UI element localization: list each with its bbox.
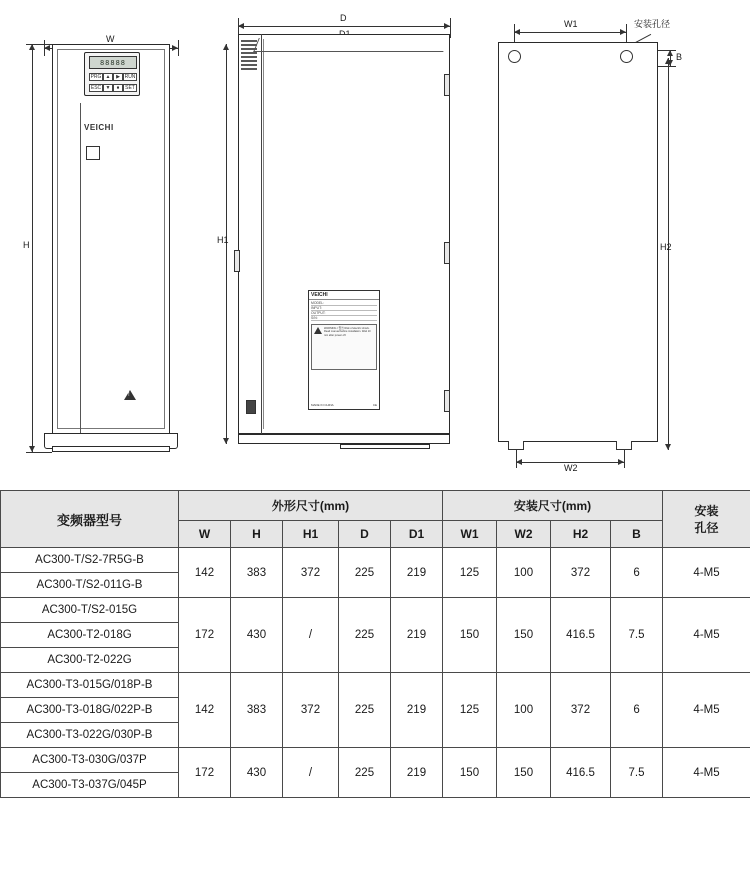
cell-w1: 125 [443,548,497,598]
nameplate-rows [309,300,379,322]
keypad-key-down: ▼ [103,84,113,92]
cell-model: AC300-T2-018G [1,623,179,648]
drive-side-foot [340,444,430,449]
table-head [1,491,750,548]
keypad-key-right: ▶ [113,73,123,81]
drive-front-body [52,44,170,434]
nameplate-label [308,290,380,410]
cell-d1: 219 [391,598,443,673]
side-d-ext-right [450,18,451,38]
cell-h2: 416.5 [551,598,611,673]
keypad-key-stop: ⏹ [113,84,123,92]
nameplate-warning-icon [314,327,322,334]
front-w-arrow-left [44,45,50,51]
mount-plate-body [498,42,658,442]
cell-h2: 372 [551,673,611,748]
mounting-view-drawing [482,16,732,473]
cell-b: 6 [611,673,663,748]
keypad-panel [84,52,140,96]
mount-w2-label: W2 [564,463,578,473]
keypad-key-up: ▲ [103,73,113,81]
drive-side-base [238,434,450,444]
cell-b: 6 [611,548,663,598]
table-row [1,748,750,773]
nameplate-cert-icon: CE [372,403,377,407]
keypad-row-top [89,73,137,81]
cell-h: 383 [231,673,283,748]
mount-w2-arrow-left [516,459,522,465]
cell-w: 142 [179,548,231,598]
cell-w2: 100 [497,548,551,598]
th-h1: H1 [283,521,339,548]
table-body [1,548,750,798]
th-model: 变频器型号 [1,491,179,548]
keypad-row-bottom [89,84,137,92]
front-h-arrow-top [29,44,35,50]
front-h-dim-line [32,44,33,452]
front-h-label: H [23,240,30,250]
side-d-arrow-right [444,23,450,29]
front-panel-square [86,146,100,160]
mount-h2-label: H2 [660,242,672,252]
front-h-ext-bottom [26,452,52,453]
keypad-key-prg: PRG [90,74,102,80]
nameplate-row-input: INPUT: [311,306,377,311]
drive-side-top-lip [253,38,449,52]
cell-d: 225 [339,598,391,673]
mount-w2-arrow-right [618,459,624,465]
drive-side-channel [238,34,262,434]
side-h1-arrow-bottom [223,438,229,444]
cell-d1: 219 [391,748,443,798]
cell-model: AC300-T3-015G/018P-B [1,673,179,698]
keypad-display: 88888 [89,56,137,69]
nameplate-warning-block [311,324,377,370]
drive-front-seam [80,103,81,433]
drive-front-bezel [57,49,165,429]
cell-hole: 4-M5 [663,598,750,673]
nameplate-row-model: MODEL: [311,301,377,306]
cell-model: AC300-T3-022G/030P-B [1,723,179,748]
cell-model: AC300-T/S2-015G [1,598,179,623]
mount-w2-ext-right [624,450,625,468]
cell-hole: 4-M5 [663,673,750,748]
nameplate-warning-text: WARNING / 警告 Risk of electric shock. Read manual before installation. Wait 10 min after power off. [324,327,371,337]
cell-w2: 150 [497,598,551,673]
cell-d: 225 [339,548,391,598]
cell-h: 430 [231,598,283,673]
th-group-mount: 安装尺寸(mm) [443,491,663,521]
warning-triangle-icon [124,390,136,400]
nameplate-footer [311,403,377,407]
th-b: B [611,521,663,548]
cell-h: 383 [231,548,283,598]
th-w1: W1 [443,521,497,548]
front-w-arrow-right [172,45,178,51]
cell-h1: 372 [283,548,339,598]
front-h-arrow-bottom [29,446,35,452]
th-d1: D1 [391,521,443,548]
th-hole-size [663,491,750,548]
brand-logo: VEICHI [84,123,114,132]
mount-w1-arrow-left [514,29,520,35]
cell-b: 7.5 [611,598,663,673]
keypad-key-esc: ESC [90,85,102,91]
mount-w1-dim-line [514,32,626,33]
cell-w1: 150 [443,598,497,673]
front-w-label: W [106,34,115,44]
front-w-ext-right [178,40,179,56]
th-h2: H2 [551,521,611,548]
cell-w: 142 [179,673,231,748]
table-row [1,673,750,698]
mounting-slot-bottom-left-icon [508,441,524,450]
mount-b-label: B [676,52,683,62]
cell-model: AC300-T3-030G/037P [1,748,179,773]
front-view-drawing [22,18,212,458]
mount-w1-arrow-right [620,29,626,35]
keypad-key-set: SET [123,84,137,92]
drive-side-port [246,400,256,414]
keypad-key-run: RUN [124,74,136,80]
cell-h1: / [283,748,339,798]
side-h1-label: H1 [217,235,229,245]
cell-model: AC300-T/S2-011G-B [1,573,179,598]
cell-model: AC300-T3-037G/045P [1,773,179,798]
drive-front-base-lip [52,446,170,452]
mount-h2-arrow-top [665,58,671,64]
cell-h2: 416.5 [551,748,611,798]
cell-h2: 372 [551,548,611,598]
th-d: D [339,521,391,548]
mounting-hole-top-left-icon [508,50,521,63]
dimension-spec-table [0,490,750,798]
cell-h1: 372 [283,673,339,748]
mount-h2-dim-line [668,58,669,450]
cell-h1: / [283,598,339,673]
cell-d1: 219 [391,673,443,748]
nameplate-title: VEICHI [309,291,379,300]
cell-w2: 150 [497,748,551,798]
table-row [1,548,750,573]
th-w: W [179,521,231,548]
cell-h: 430 [231,748,283,798]
th-hole-size-line2: 孔径 [694,521,719,535]
cell-d1: 219 [391,548,443,598]
cell-w: 172 [179,598,231,673]
cell-w2: 100 [497,673,551,748]
cell-d: 225 [339,748,391,798]
mount-b-arrow-top [667,50,673,56]
cell-hole: 4-M5 [663,748,750,798]
cell-b: 7.5 [611,748,663,798]
drive-side-clip-mid [444,242,450,264]
drive-side-clip-left [234,250,240,272]
mounting-slot-bottom-right-icon [616,441,632,450]
th-group-outline: 外形尺寸(mm) [179,491,443,521]
th-w2: W2 [497,521,551,548]
mount-hole-note-label: 安装孔径 [634,19,671,29]
drive-side-clip-top [444,74,450,96]
side-d-dim-line [238,26,450,27]
mount-h2-arrow-bottom [665,444,671,450]
side-view-drawing [217,10,470,460]
side-d-arrow-left [238,23,244,29]
mounting-hole-top-right-icon [620,50,633,63]
nameplate-row-sn: S/N: [311,316,377,321]
mount-w1-label: W1 [564,19,578,29]
cell-d: 225 [339,673,391,748]
table-header-group-row [1,491,750,521]
cell-w1: 150 [443,748,497,798]
cell-w1: 125 [443,673,497,748]
nameplate-row-output: OUTPUT: [311,311,377,316]
cell-model: AC300-T2-022G [1,648,179,673]
side-d-label: D [340,13,347,23]
table-row [1,598,750,623]
side-h1-arrow-top [223,44,229,50]
th-h: H [231,521,283,548]
cell-model: AC300-T/S2-7R5G-B [1,548,179,573]
cell-hole: 4-M5 [663,548,750,598]
cell-model: AC300-T3-018G/022P-B [1,698,179,723]
dimension-spec-table-wrapper [0,490,750,798]
th-hole-size-line1: 安装 [694,504,719,518]
drive-side-clip-bottom [444,390,450,412]
nameplate-origin: MADE IN CHINA [311,403,334,407]
cell-w: 172 [179,748,231,798]
